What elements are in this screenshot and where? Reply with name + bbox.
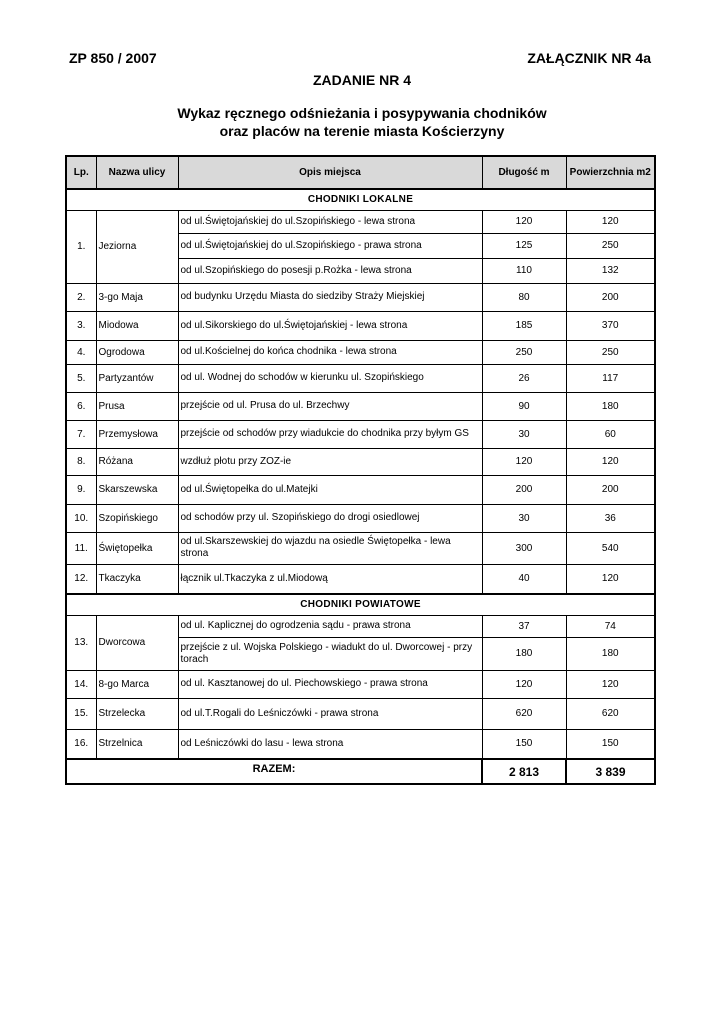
cell-area: 200	[566, 283, 655, 311]
cell-street: Tkaczyka	[96, 564, 178, 594]
task-title: ZADANIE NR 4	[312, 72, 411, 88]
table-row	[66, 311, 655, 340]
cell-length: 30	[482, 420, 566, 448]
cell-lp: 11.	[66, 532, 96, 564]
cell-lp: 15.	[66, 698, 96, 729]
section-county-label: CHODNIKI POWIATOWE	[66, 594, 655, 615]
cell-lp: 2.	[66, 283, 96, 311]
cell-length: 120	[482, 448, 566, 475]
col-lp: Lp.	[66, 156, 96, 189]
cell-length: 30	[482, 504, 566, 532]
cell-lp: 6.	[66, 392, 96, 420]
cell-street: Różana	[96, 448, 178, 475]
cell-area: 200	[566, 475, 655, 504]
cell-lp: 5.	[66, 364, 96, 392]
section-local-label: CHODNIKI LOKALNE	[66, 189, 655, 210]
table-row	[66, 615, 655, 637]
cell-area: 117	[566, 364, 655, 392]
document-number: ZP 850 / 2007	[69, 50, 157, 66]
table-row	[66, 364, 655, 392]
cell-length: 120	[482, 210, 566, 233]
cell-area: 60	[566, 420, 655, 448]
cell-length: 125	[482, 233, 566, 258]
table-row	[66, 698, 655, 729]
cell-street: Skarszewska	[96, 475, 178, 504]
cell-area: 250	[566, 340, 655, 364]
cell-lp: 1.	[66, 210, 96, 283]
cell-length: 80	[482, 283, 566, 311]
totals-row	[66, 759, 655, 784]
cell-lp: 10.	[66, 504, 96, 532]
attachment-label: ZAŁĄCZNIK NR 4a	[527, 50, 651, 66]
cell-desc: od ul.Szopińskiego do posesji p.Rożka - lewa strona	[178, 258, 482, 283]
cell-area: 180	[566, 637, 655, 670]
table-row	[66, 670, 655, 698]
table-row	[66, 392, 655, 420]
totals-label: RAZEM:	[66, 759, 482, 784]
cell-street: Partyzantów	[96, 364, 178, 392]
cell-desc: przejście od ul. Prusa do ul. Brzechwy	[178, 392, 482, 420]
cell-street: Szopińskiego	[96, 504, 178, 532]
sidewalk-table	[65, 155, 656, 785]
document-title	[0, 104, 724, 140]
cell-length: 180	[482, 637, 566, 670]
table-row	[66, 210, 655, 233]
cell-street: Jeziorna	[96, 210, 178, 283]
table-row	[66, 340, 655, 364]
cell-length: 620	[482, 698, 566, 729]
cell-desc: od schodów przy ul. Szopińskiego do drogi osiedlowej	[178, 504, 482, 532]
cell-length: 200	[482, 475, 566, 504]
cell-street: Strzelnica	[96, 729, 178, 759]
cell-desc: od Leśniczówki do lasu - lewa strona	[178, 729, 482, 759]
table-row	[66, 564, 655, 594]
cell-desc: od ul.Skarszewskiej do wjazdu na osiedle Świętopełka - lewa strona	[178, 532, 482, 564]
cell-length: 26	[482, 364, 566, 392]
table-row	[66, 532, 655, 564]
cell-length: 185	[482, 311, 566, 340]
cell-street: Miodowa	[96, 311, 178, 340]
cell-length: 150	[482, 729, 566, 759]
cell-desc: przejście od schodów przy wiadukcie do chodnika przy byłym GS	[178, 420, 482, 448]
cell-desc: od ul. Kasztanowej do ul. Piechowskiego - prawa strona	[178, 670, 482, 698]
cell-area: 540	[566, 532, 655, 564]
cell-desc: przejście z ul. Wojska Polskiego - wiadukt do ul. Dworcowej - przy torach	[178, 637, 482, 670]
cell-lp: 13.	[66, 615, 96, 670]
cell-length: 120	[482, 670, 566, 698]
table-row	[66, 283, 655, 311]
cell-length: 90	[482, 392, 566, 420]
cell-street: Prusa	[96, 392, 178, 420]
cell-desc: od ul.Sikorskiego do ul.Świętojańskiej - lewa strona	[178, 311, 482, 340]
cell-street: 8-go Marca	[96, 670, 178, 698]
cell-desc: wzdłuż płotu przy ZOZ-ie	[178, 448, 482, 475]
table-header-row	[66, 156, 655, 189]
cell-area: 36	[566, 504, 655, 532]
section-county	[66, 594, 655, 615]
cell-area: 132	[566, 258, 655, 283]
cell-area: 250	[566, 233, 655, 258]
total-length: 2 813	[482, 759, 566, 784]
cell-area: 620	[566, 698, 655, 729]
section-local	[66, 189, 655, 210]
table-row	[66, 504, 655, 532]
cell-street: Ogrodowa	[96, 340, 178, 364]
col-description: Opis miejsca	[178, 156, 482, 189]
cell-area: 74	[566, 615, 655, 637]
col-street: Nazwa ulicy	[96, 156, 178, 189]
cell-lp: 9.	[66, 475, 96, 504]
total-area: 3 839	[566, 759, 655, 784]
cell-desc: od ul.Świętojańskiej do ul.Szopińskiego - lewa strona	[178, 210, 482, 233]
cell-desc: od ul. Wodnej do schodów w kierunku ul. Szopińskiego	[178, 364, 482, 392]
table-row	[66, 420, 655, 448]
col-area: Powierzchnia m2	[566, 156, 655, 189]
cell-lp: 3.	[66, 311, 96, 340]
cell-length: 250	[482, 340, 566, 364]
table-row	[66, 475, 655, 504]
cell-area: 120	[566, 564, 655, 594]
cell-lp: 14.	[66, 670, 96, 698]
cell-desc: od ul.Świętopełka do ul.Matejki	[178, 475, 482, 504]
cell-lp: 8.	[66, 448, 96, 475]
cell-desc: od ul.Kościelnej do końca chodnika - lewa strona	[178, 340, 482, 364]
cell-lp: 16.	[66, 729, 96, 759]
cell-area: 120	[566, 670, 655, 698]
table-row	[66, 448, 655, 475]
title-line-1: Wykaz ręcznego odśnieżania i posypywania chodników	[177, 105, 547, 121]
cell-lp: 4.	[66, 340, 96, 364]
cell-area: 180	[566, 392, 655, 420]
cell-lp: 7.	[66, 420, 96, 448]
cell-street: Strzelecka	[96, 698, 178, 729]
cell-street: 3-go Maja	[96, 283, 178, 311]
table-row	[66, 729, 655, 759]
cell-desc: łącznik ul.Tkaczyka z ul.Miodową	[178, 564, 482, 594]
cell-lp: 12.	[66, 564, 96, 594]
cell-desc: od ul.T.Rogali do Leśniczówki - prawa strona	[178, 698, 482, 729]
cell-street: Przemysłowa	[96, 420, 178, 448]
cell-desc: od ul. Kaplicznej do ogrodzenia sądu - prawa strona	[178, 615, 482, 637]
cell-area: 120	[566, 448, 655, 475]
title-line-2: oraz placów na terenie miasta Kościerzyny	[219, 123, 505, 139]
cell-street: Świętopełka	[96, 532, 178, 564]
cell-length: 300	[482, 532, 566, 564]
cell-desc: od ul.Świętojańskiej do ul.Szopińskiego - prawa strona	[178, 233, 482, 258]
cell-length: 40	[482, 564, 566, 594]
cell-length: 37	[482, 615, 566, 637]
cell-area: 120	[566, 210, 655, 233]
col-length: Długość m	[482, 156, 566, 189]
cell-area: 370	[566, 311, 655, 340]
cell-area: 150	[566, 729, 655, 759]
cell-desc: od budynku Urzędu Miasta do siedziby Straży Miejskiej	[178, 283, 482, 311]
cell-street: Dworcowa	[96, 615, 178, 670]
cell-length: 110	[482, 258, 566, 283]
